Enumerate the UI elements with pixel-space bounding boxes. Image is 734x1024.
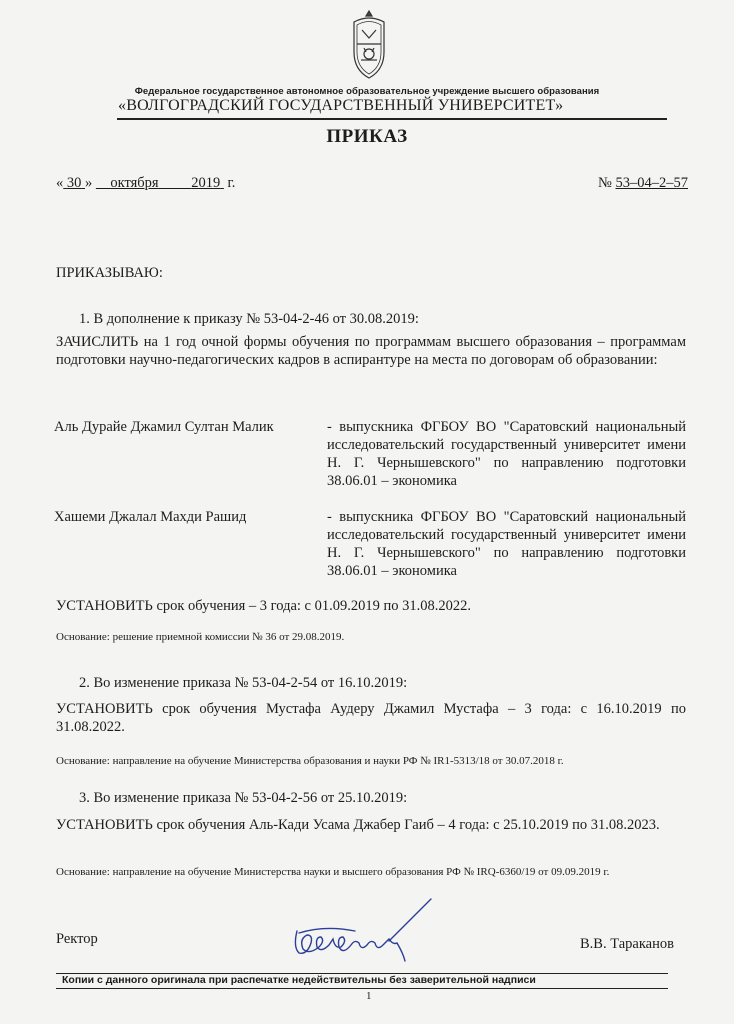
university-crest-icon xyxy=(344,8,394,82)
section1-text: ЗАЧИСЛИТЬ на 1 год очной формы обучения по программам высшего образования – программам подготовки научно-педагогических кадров в аспирантуре на места по договорам об образовании: xyxy=(56,334,686,368)
copy-notice: Копии с данного оригинала при распечатке недействительны без заверительной надписи xyxy=(62,974,536,986)
section1-establish: УСТАНОВИТЬ срок обучения – 3 года: с 01.09.2019 по 31.08.2022. xyxy=(56,598,471,614)
organization-name: «ВОЛГОГРАДСКИЙ ГОСУДАРСТВЕННЫЙ УНИВЕРСИТЕТ» xyxy=(118,97,564,114)
section2-basis: Основание: направление на обучение Министерства образования и науки РФ № IR1-5313/18 от 30.07.2018 г. xyxy=(56,755,564,767)
date-month: октября xyxy=(110,175,159,191)
section3-basis: Основание: направление на обучение Министерства науки и высшего образования РФ № IRQ-6360/19 от 09.09.2019 г. xyxy=(56,866,610,878)
handwritten-signature xyxy=(285,895,445,965)
signatory-name: В.В. Тараканов xyxy=(580,936,674,952)
document-title: ПРИКАЗ xyxy=(326,126,408,147)
preamble: ПРИКАЗЫВАЮ: xyxy=(56,265,163,281)
header-divider xyxy=(117,118,667,120)
date-day: 30 xyxy=(66,175,82,191)
student-description: - выпускника ФГБОУ ВО "Саратовский национальный исследовательский государственный университет имени Н. Г. Чернышевского" по направлению подготовки 38.06.01 – экономика xyxy=(327,509,686,579)
section2-heading: 2. Во изменение приказа № 53-04-2-54 от 16.10.2019: xyxy=(79,675,408,691)
student-name: Хашеми Джалал Махди Рашид xyxy=(54,509,247,525)
section1-basis: Основание: решение приемной комиссии № 36 от 29.08.2019. xyxy=(56,631,345,643)
section1-heading: 1. В дополнение к приказу № 53-04-2-46 от 30.08.2019: xyxy=(79,311,419,327)
date-year: 2019 xyxy=(191,175,221,191)
page-number: 1 xyxy=(366,990,372,1002)
signatory-position: Ректор xyxy=(56,931,98,947)
organization-type: Федеральное государственное автономное образовательное учреждение высшего образования xyxy=(134,86,600,97)
section3-heading: 3. Во изменение приказа № 53-04-2-56 от 25.10.2019: xyxy=(79,790,408,806)
order-date: « 30 » октября 2019 г. xyxy=(56,175,236,191)
section3-text: УСТАНОВИТЬ срок обучения Аль-Кади Усама Джабер Гаиб – 4 года: с 25.10.2019 по 31.08.2023. xyxy=(56,817,660,833)
student-description: - выпускника ФГБОУ ВО "Саратовский национальный исследовательский государственный университет имени Н. Г. Чернышевского" по направлению подготовки 38.06.01 – экономика xyxy=(327,419,686,489)
order-number: № 53–04–2–57 xyxy=(598,175,688,191)
student-name: Аль Дурайе Джамил Султан Малик xyxy=(54,419,274,435)
section2-text: УСТАНОВИТЬ срок обучения Мустафа Аудеру Джамил Мустафа – 3 года: с 16.10.2019 по 31.08.2022. xyxy=(56,701,686,735)
